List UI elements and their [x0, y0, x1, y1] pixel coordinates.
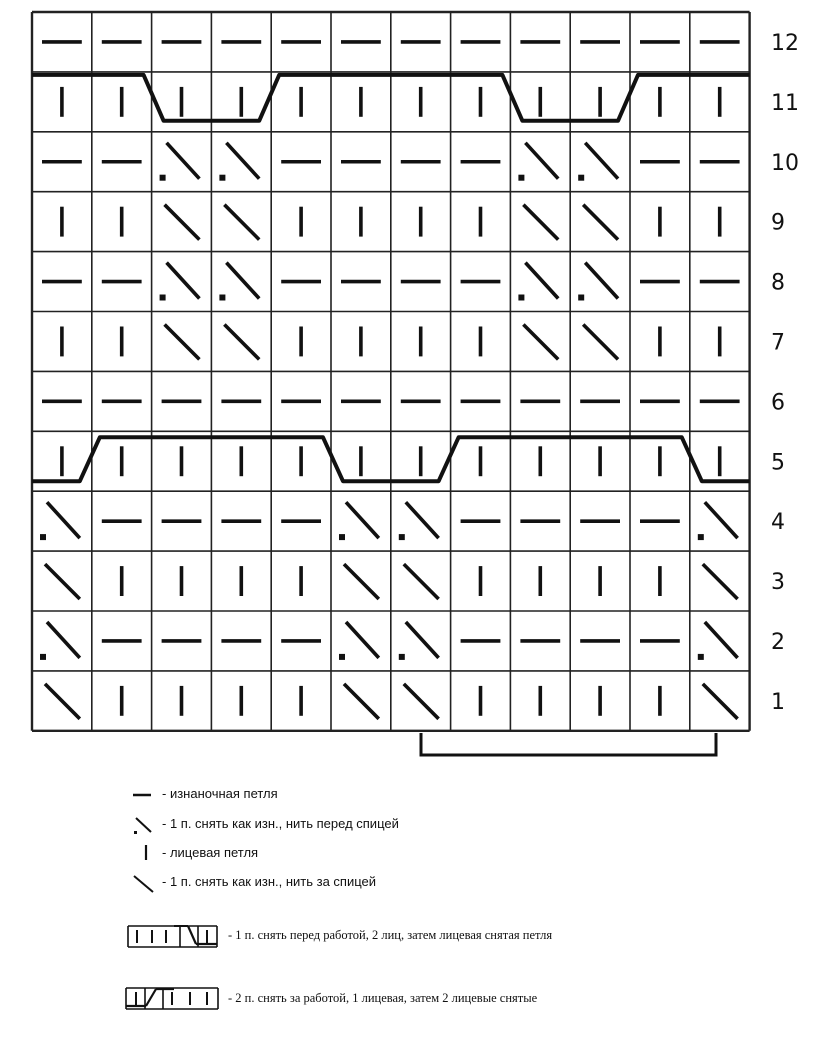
- legend-purl-label: - изнаночная петля: [162, 786, 278, 801]
- row-number: 2: [771, 629, 785, 655]
- legend-cross-right-symbol: [128, 926, 217, 947]
- stitch-cell-slip-back: [344, 564, 379, 599]
- row-number: 10: [771, 150, 799, 176]
- row-number: 12: [771, 30, 799, 56]
- row-number: 5: [771, 450, 785, 476]
- grid-lines: [32, 12, 750, 731]
- stitch-cell-slip-back: [404, 684, 439, 719]
- stitch-cell-slip-back: [224, 325, 259, 360]
- row-number: 3: [771, 570, 785, 596]
- stitch-cell-slip-back: [523, 205, 558, 240]
- row-number: 4: [771, 510, 785, 536]
- row-number: 11: [771, 90, 799, 116]
- stitch-cell-slip-front: [518, 143, 558, 181]
- stitch-cell-slip-front: [698, 502, 738, 540]
- legend-slip-front-symbol: [134, 818, 151, 834]
- legend-slip-back-label: - 1 п. снять как изн., нить за спицей: [162, 874, 377, 889]
- stitch-cell-slip-back: [583, 325, 618, 360]
- stitch-cell-slip-front: [219, 263, 259, 301]
- chart-grid: [40, 42, 740, 719]
- stitch-cell-slip-back: [344, 684, 379, 719]
- stitch-cell-slip-front: [40, 502, 80, 540]
- stitch-cell-slip-back: [165, 205, 200, 240]
- legend-cross-left-label: - 2 п. снять за работой, 1 лицевая, затем 2 лицевые снятые: [228, 991, 538, 1005]
- stitch-cell-slip-back: [523, 325, 558, 360]
- legend-cross-left-symbol: [126, 988, 218, 1009]
- legend-knit-label: - лицевая петля: [162, 845, 259, 860]
- stitch-cell-slip-back: [224, 205, 259, 240]
- stitch-cell-slip-front: [399, 502, 439, 540]
- stitch-cell-slip-back: [45, 684, 80, 719]
- row-number: 1: [771, 689, 785, 715]
- stitch-cell-slip-front: [219, 143, 259, 181]
- stitch-cell-slip-back: [45, 564, 80, 599]
- row-number: 8: [771, 270, 785, 296]
- stitch-cell-slip-front: [339, 502, 379, 540]
- stitch-cell-slip-back: [703, 684, 738, 719]
- stitch-cell-slip-front: [578, 143, 618, 181]
- stitch-cell-slip-front: [160, 263, 200, 301]
- legend-cross-right-label: - 1 п. снять перед работой, 2 лиц, затем лицевая снятая петля: [228, 928, 553, 942]
- legend-slip-back-symbol: [134, 876, 153, 892]
- stitch-cell-slip-back: [404, 564, 439, 599]
- stitch-cell-slip-back: [703, 564, 738, 599]
- row-numbers: [771, 31, 799, 715]
- stitch-cell-slip-front: [160, 143, 200, 181]
- stitch-cell-slip-front: [339, 622, 379, 660]
- stitch-cell-slip-front: [698, 622, 738, 660]
- row-number: 7: [771, 330, 785, 356]
- pattern-repeat-bracket: [421, 733, 716, 755]
- row-number: 9: [771, 210, 785, 236]
- stitch-cell-slip-back: [165, 325, 200, 360]
- stitch-cell-slip-back: [583, 205, 618, 240]
- legend-slip-front-label: - 1 п. снять как изн., нить перед спицей: [162, 816, 399, 831]
- stitch-cell-slip-front: [518, 263, 558, 301]
- row-number: 6: [771, 390, 785, 416]
- stitch-cell-slip-front: [578, 263, 618, 301]
- stitch-cell-slip-front: [40, 622, 80, 660]
- stitch-cell-slip-front: [399, 622, 439, 660]
- legend-symbols: [126, 795, 218, 1009]
